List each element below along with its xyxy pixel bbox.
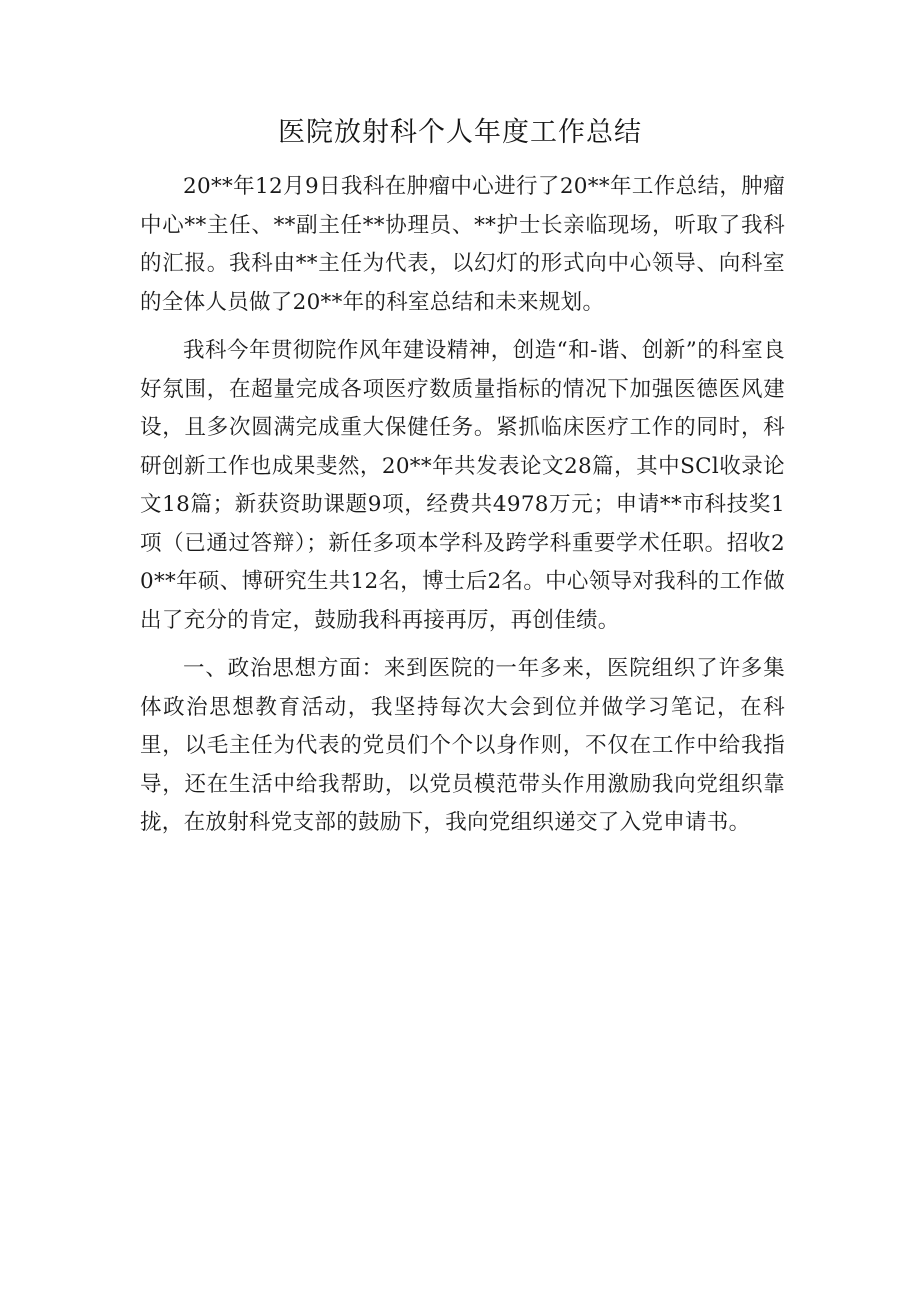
paragraph-summary-meeting: 20**年12月9日我科在肿瘤中心进行了20**年工作总结，肿瘤中心**主任、**副主任**协理员、**护士长亲临现场，听取了我科的汇报。我科由**主任为代表，以幻灯的形式向中心领导、向科室的全体人员做了20**年的科室总结和未来规划。 xyxy=(140,174,785,315)
document-body xyxy=(140,168,785,843)
paragraph-political-thought: 一、政治思想方面：来到医院的一年多来，医院组织了许多集体政治思想教育活动，我坚持每次大会到位并做学习笔记，在科里，以毛主任为代表的党员们个个以身作则，不仅在工作中给我指导，还在生活中给我帮助，以党员模范带头作用激励我向党组织靠拢，在放射科党支部的鼓励下，我向党组织递交了入党申请书。 xyxy=(140,656,785,835)
paragraph-department-achievements: 我科今年贯彻院作风年建设精神，创造“和-谐、创新”的科室良好氛围，在超量完成各项医疗数质量指标的情况下加强医德医风建设，且多次圆满完成重大保健任务。紧抓临床医疗工作的同时，科研创新工作也成果斐然，20**年共发表论文28篇，其中SCl收录论文18篇；新获资助课题9项，经费共4978万元；申请**市科技奖1项（已通过答辩）；新任多项本学科及跨学科重要学术任职。招收20**年硕、博研究生共12名，博士后2名。中心领导对我科的工作做出了充分的肯定，鼓励我科再接再厉，再创佳绩。 xyxy=(140,338,785,633)
document-title: 医院放射科个人年度工作总结 xyxy=(278,117,642,148)
